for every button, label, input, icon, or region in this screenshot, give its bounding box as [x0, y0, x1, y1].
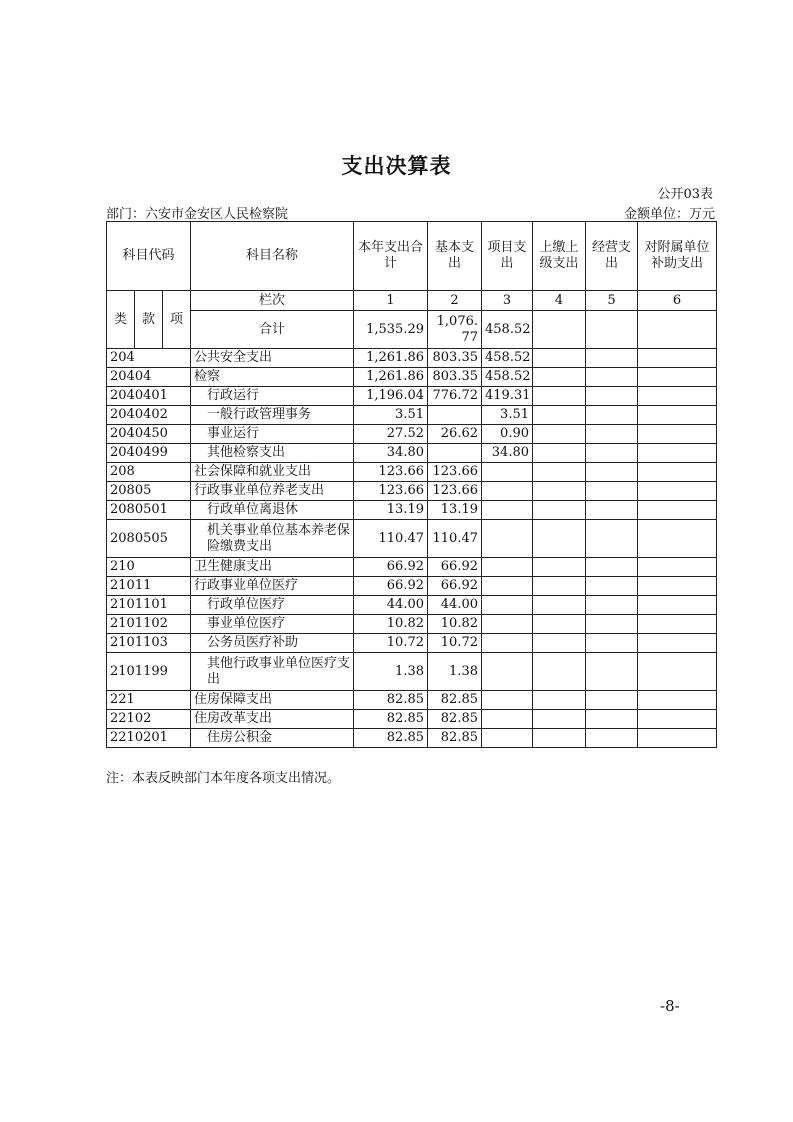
table-row — [107, 710, 717, 729]
row-code: 221 — [107, 691, 191, 710]
row-basic: 123.66 — [428, 482, 482, 501]
row-name: 其他行政事业单位医疗支出 — [191, 653, 354, 691]
col-number-6: 6 — [638, 291, 717, 311]
table-row — [107, 406, 717, 425]
row-total: 27.52 — [354, 425, 428, 444]
row-basic: 82.85 — [428, 729, 482, 748]
row-basic: 26.62 — [428, 425, 482, 444]
header-name: 科目名称 — [191, 222, 354, 291]
row-code: 2040499 — [107, 444, 191, 463]
row-code: 2040402 — [107, 406, 191, 425]
row-business — [586, 406, 638, 425]
row-upper — [533, 634, 586, 653]
row-code: 21011 — [107, 577, 191, 596]
row-name: 公共安全支出 — [191, 349, 354, 368]
row-basic: 82.85 — [428, 691, 482, 710]
row-upper — [533, 577, 586, 596]
table-row — [107, 387, 717, 406]
row-basic: 776.72 — [428, 387, 482, 406]
row-subsidy — [638, 710, 717, 729]
row-name: 其他检察支出 — [191, 444, 354, 463]
row-subsidy — [638, 406, 717, 425]
row-project — [482, 710, 533, 729]
row-project — [482, 501, 533, 520]
row-subsidy — [638, 520, 717, 558]
row-upper — [533, 729, 586, 748]
row-name: 检察 — [191, 368, 354, 387]
lanci-label: 栏次 — [191, 291, 354, 311]
table-row — [107, 425, 717, 444]
row-subsidy — [638, 577, 717, 596]
row-upper — [533, 406, 586, 425]
row-project — [482, 558, 533, 577]
row-upper — [533, 596, 586, 615]
header-upper: 上缴上级支出 — [533, 222, 586, 291]
row-subsidy — [638, 653, 717, 691]
total-basic: 1,076.77 — [428, 311, 482, 349]
row-code: 210 — [107, 558, 191, 577]
expenditure-table — [106, 221, 717, 748]
row-code: 20805 — [107, 482, 191, 501]
row-subsidy — [638, 444, 717, 463]
row-subsidy — [638, 501, 717, 520]
table-row — [107, 368, 717, 387]
row-project — [482, 463, 533, 482]
row-project: 0.90 — [482, 425, 533, 444]
total-business — [586, 311, 638, 349]
row-business — [586, 387, 638, 406]
row-business — [586, 710, 638, 729]
row-business — [586, 729, 638, 748]
row-project: 458.52 — [482, 349, 533, 368]
row-basic: 1.38 — [428, 653, 482, 691]
header-subsidy: 对附属单位补助支出 — [638, 222, 717, 291]
row-name: 机关事业单位基本养老保险缴费支出 — [191, 520, 354, 558]
col-number-3: 3 — [482, 291, 533, 311]
row-upper — [533, 463, 586, 482]
row-business — [586, 501, 638, 520]
total-total: 1,535.29 — [354, 311, 428, 349]
table-row — [107, 634, 717, 653]
total-row — [107, 311, 717, 349]
row-name: 住房改革支出 — [191, 710, 354, 729]
row-basic — [428, 444, 482, 463]
row-project — [482, 729, 533, 748]
header-basic: 基本支出 — [428, 222, 482, 291]
row-basic: 10.72 — [428, 634, 482, 653]
table-row — [107, 482, 717, 501]
row-project — [482, 520, 533, 558]
row-upper — [533, 653, 586, 691]
row-name: 卫生健康支出 — [191, 558, 354, 577]
table-row — [107, 444, 717, 463]
row-subsidy — [638, 615, 717, 634]
row-total: 34.80 — [354, 444, 428, 463]
row-name: 住房公积金 — [191, 729, 354, 748]
header-code: 科目代码 — [107, 222, 191, 291]
row-total: 13.19 — [354, 501, 428, 520]
form-number: 公开03表 — [657, 187, 713, 202]
row-total: 1,261.86 — [354, 368, 428, 387]
row-upper — [533, 368, 586, 387]
row-upper — [533, 425, 586, 444]
row-total: 66.92 — [354, 558, 428, 577]
col-number-5: 5 — [586, 291, 638, 311]
table-row — [107, 596, 717, 615]
row-name: 行政单位离退休 — [191, 501, 354, 520]
row-total: 44.00 — [354, 596, 428, 615]
row-basic: 13.19 — [428, 501, 482, 520]
lanci-row — [107, 291, 717, 311]
col-number-1: 1 — [354, 291, 428, 311]
table-row — [107, 577, 717, 596]
row-code: 2080501 — [107, 501, 191, 520]
row-total: 1.38 — [354, 653, 428, 691]
row-basic: 66.92 — [428, 577, 482, 596]
row-upper — [533, 349, 586, 368]
row-subsidy — [638, 349, 717, 368]
row-upper — [533, 710, 586, 729]
row-total: 10.82 — [354, 615, 428, 634]
row-project — [482, 596, 533, 615]
row-basic: 66.92 — [428, 558, 482, 577]
row-project: 3.51 — [482, 406, 533, 425]
row-business — [586, 368, 638, 387]
row-business — [586, 463, 638, 482]
row-basic: 10.82 — [428, 615, 482, 634]
row-project: 34.80 — [482, 444, 533, 463]
row-business — [586, 596, 638, 615]
header-project: 项目支出 — [482, 222, 533, 291]
page-title: 支出决算表 — [341, 154, 452, 178]
page-number: -8- — [660, 997, 680, 1015]
row-upper — [533, 691, 586, 710]
row-project: 458.52 — [482, 368, 533, 387]
row-total: 110.47 — [354, 520, 428, 558]
row-project — [482, 615, 533, 634]
total-project: 458.52 — [482, 311, 533, 349]
row-basic: 803.35 — [428, 349, 482, 368]
row-name: 公务员医疗补助 — [191, 634, 354, 653]
row-name: 事业单位医疗 — [191, 615, 354, 634]
row-subsidy — [638, 425, 717, 444]
row-business — [586, 425, 638, 444]
row-subsidy — [638, 691, 717, 710]
row-name: 住房保障支出 — [191, 691, 354, 710]
row-code: 2101101 — [107, 596, 191, 615]
row-code: 2101199 — [107, 653, 191, 691]
col-number-2: 2 — [428, 291, 482, 311]
row-code: 208 — [107, 463, 191, 482]
header-total: 本年支出合计 — [354, 222, 428, 291]
row-name: 一般行政管理事务 — [191, 406, 354, 425]
total-upper — [533, 311, 586, 349]
row-subsidy — [638, 729, 717, 748]
row-business — [586, 444, 638, 463]
row-total: 82.85 — [354, 710, 428, 729]
table-row — [107, 729, 717, 748]
row-name: 行政运行 — [191, 387, 354, 406]
total-subsidy — [638, 311, 717, 349]
row-business — [586, 691, 638, 710]
unit-label: 金额单位：万元 — [623, 207, 715, 222]
row-total: 1,261.86 — [354, 349, 428, 368]
row-total: 82.85 — [354, 729, 428, 748]
row-upper — [533, 482, 586, 501]
row-code: 2040401 — [107, 387, 191, 406]
row-subsidy — [638, 463, 717, 482]
row-business — [586, 615, 638, 634]
table-row — [107, 691, 717, 710]
table-row — [107, 501, 717, 520]
row-code: 204 — [107, 349, 191, 368]
header-row — [107, 222, 717, 291]
row-basic: 110.47 — [428, 520, 482, 558]
row-project — [482, 691, 533, 710]
row-project — [482, 653, 533, 691]
table-row — [107, 349, 717, 368]
row-name: 行政事业单位养老支出 — [191, 482, 354, 501]
row-business — [586, 634, 638, 653]
row-upper — [533, 615, 586, 634]
row-project — [482, 634, 533, 653]
table-note: 注：本表反映部门本年度各项支出情况。 — [106, 771, 341, 786]
row-upper — [533, 558, 586, 577]
row-business — [586, 653, 638, 691]
table-row — [107, 463, 717, 482]
row-project — [482, 482, 533, 501]
row-code: 2101103 — [107, 634, 191, 653]
table-row — [107, 653, 717, 691]
row-business — [586, 482, 638, 501]
row-code: 2101102 — [107, 615, 191, 634]
row-business — [586, 577, 638, 596]
row-project: 419.31 — [482, 387, 533, 406]
row-business — [586, 349, 638, 368]
table-row — [107, 558, 717, 577]
row-total: 1,196.04 — [354, 387, 428, 406]
row-code: 20404 — [107, 368, 191, 387]
row-basic: 123.66 — [428, 463, 482, 482]
row-name: 社会保障和就业支出 — [191, 463, 354, 482]
row-code: 22102 — [107, 710, 191, 729]
row-subsidy — [638, 558, 717, 577]
row-name: 行政单位医疗 — [191, 596, 354, 615]
header-kuan: 款 — [135, 291, 163, 349]
row-total: 123.66 — [354, 463, 428, 482]
row-basic: 803.35 — [428, 368, 482, 387]
header-xiang: 项 — [163, 291, 191, 349]
row-subsidy — [638, 596, 717, 615]
table-row — [107, 615, 717, 634]
row-name: 事业运行 — [191, 425, 354, 444]
row-total: 3.51 — [354, 406, 428, 425]
department-label: 部门：六安市金安区人民检察院 — [106, 207, 289, 222]
total-label: 合计 — [191, 311, 354, 349]
row-subsidy — [638, 368, 717, 387]
row-business — [586, 558, 638, 577]
row-total: 10.72 — [354, 634, 428, 653]
row-upper — [533, 501, 586, 520]
row-total: 82.85 — [354, 691, 428, 710]
row-total: 66.92 — [354, 577, 428, 596]
row-business — [586, 520, 638, 558]
row-upper — [533, 520, 586, 558]
row-basic — [428, 406, 482, 425]
col-number-4: 4 — [533, 291, 586, 311]
table-row — [107, 520, 717, 558]
row-subsidy — [638, 387, 717, 406]
row-subsidy — [638, 482, 717, 501]
row-name: 行政事业单位医疗 — [191, 577, 354, 596]
row-basic: 44.00 — [428, 596, 482, 615]
row-code: 2210201 — [107, 729, 191, 748]
row-code: 2080505 — [107, 520, 191, 558]
row-project — [482, 577, 533, 596]
row-upper — [533, 387, 586, 406]
row-total: 123.66 — [354, 482, 428, 501]
row-basic: 82.85 — [428, 710, 482, 729]
row-subsidy — [638, 634, 717, 653]
header-lei: 类 — [107, 291, 135, 349]
row-upper — [533, 444, 586, 463]
header-business: 经营支出 — [586, 222, 638, 291]
row-code: 2040450 — [107, 425, 191, 444]
